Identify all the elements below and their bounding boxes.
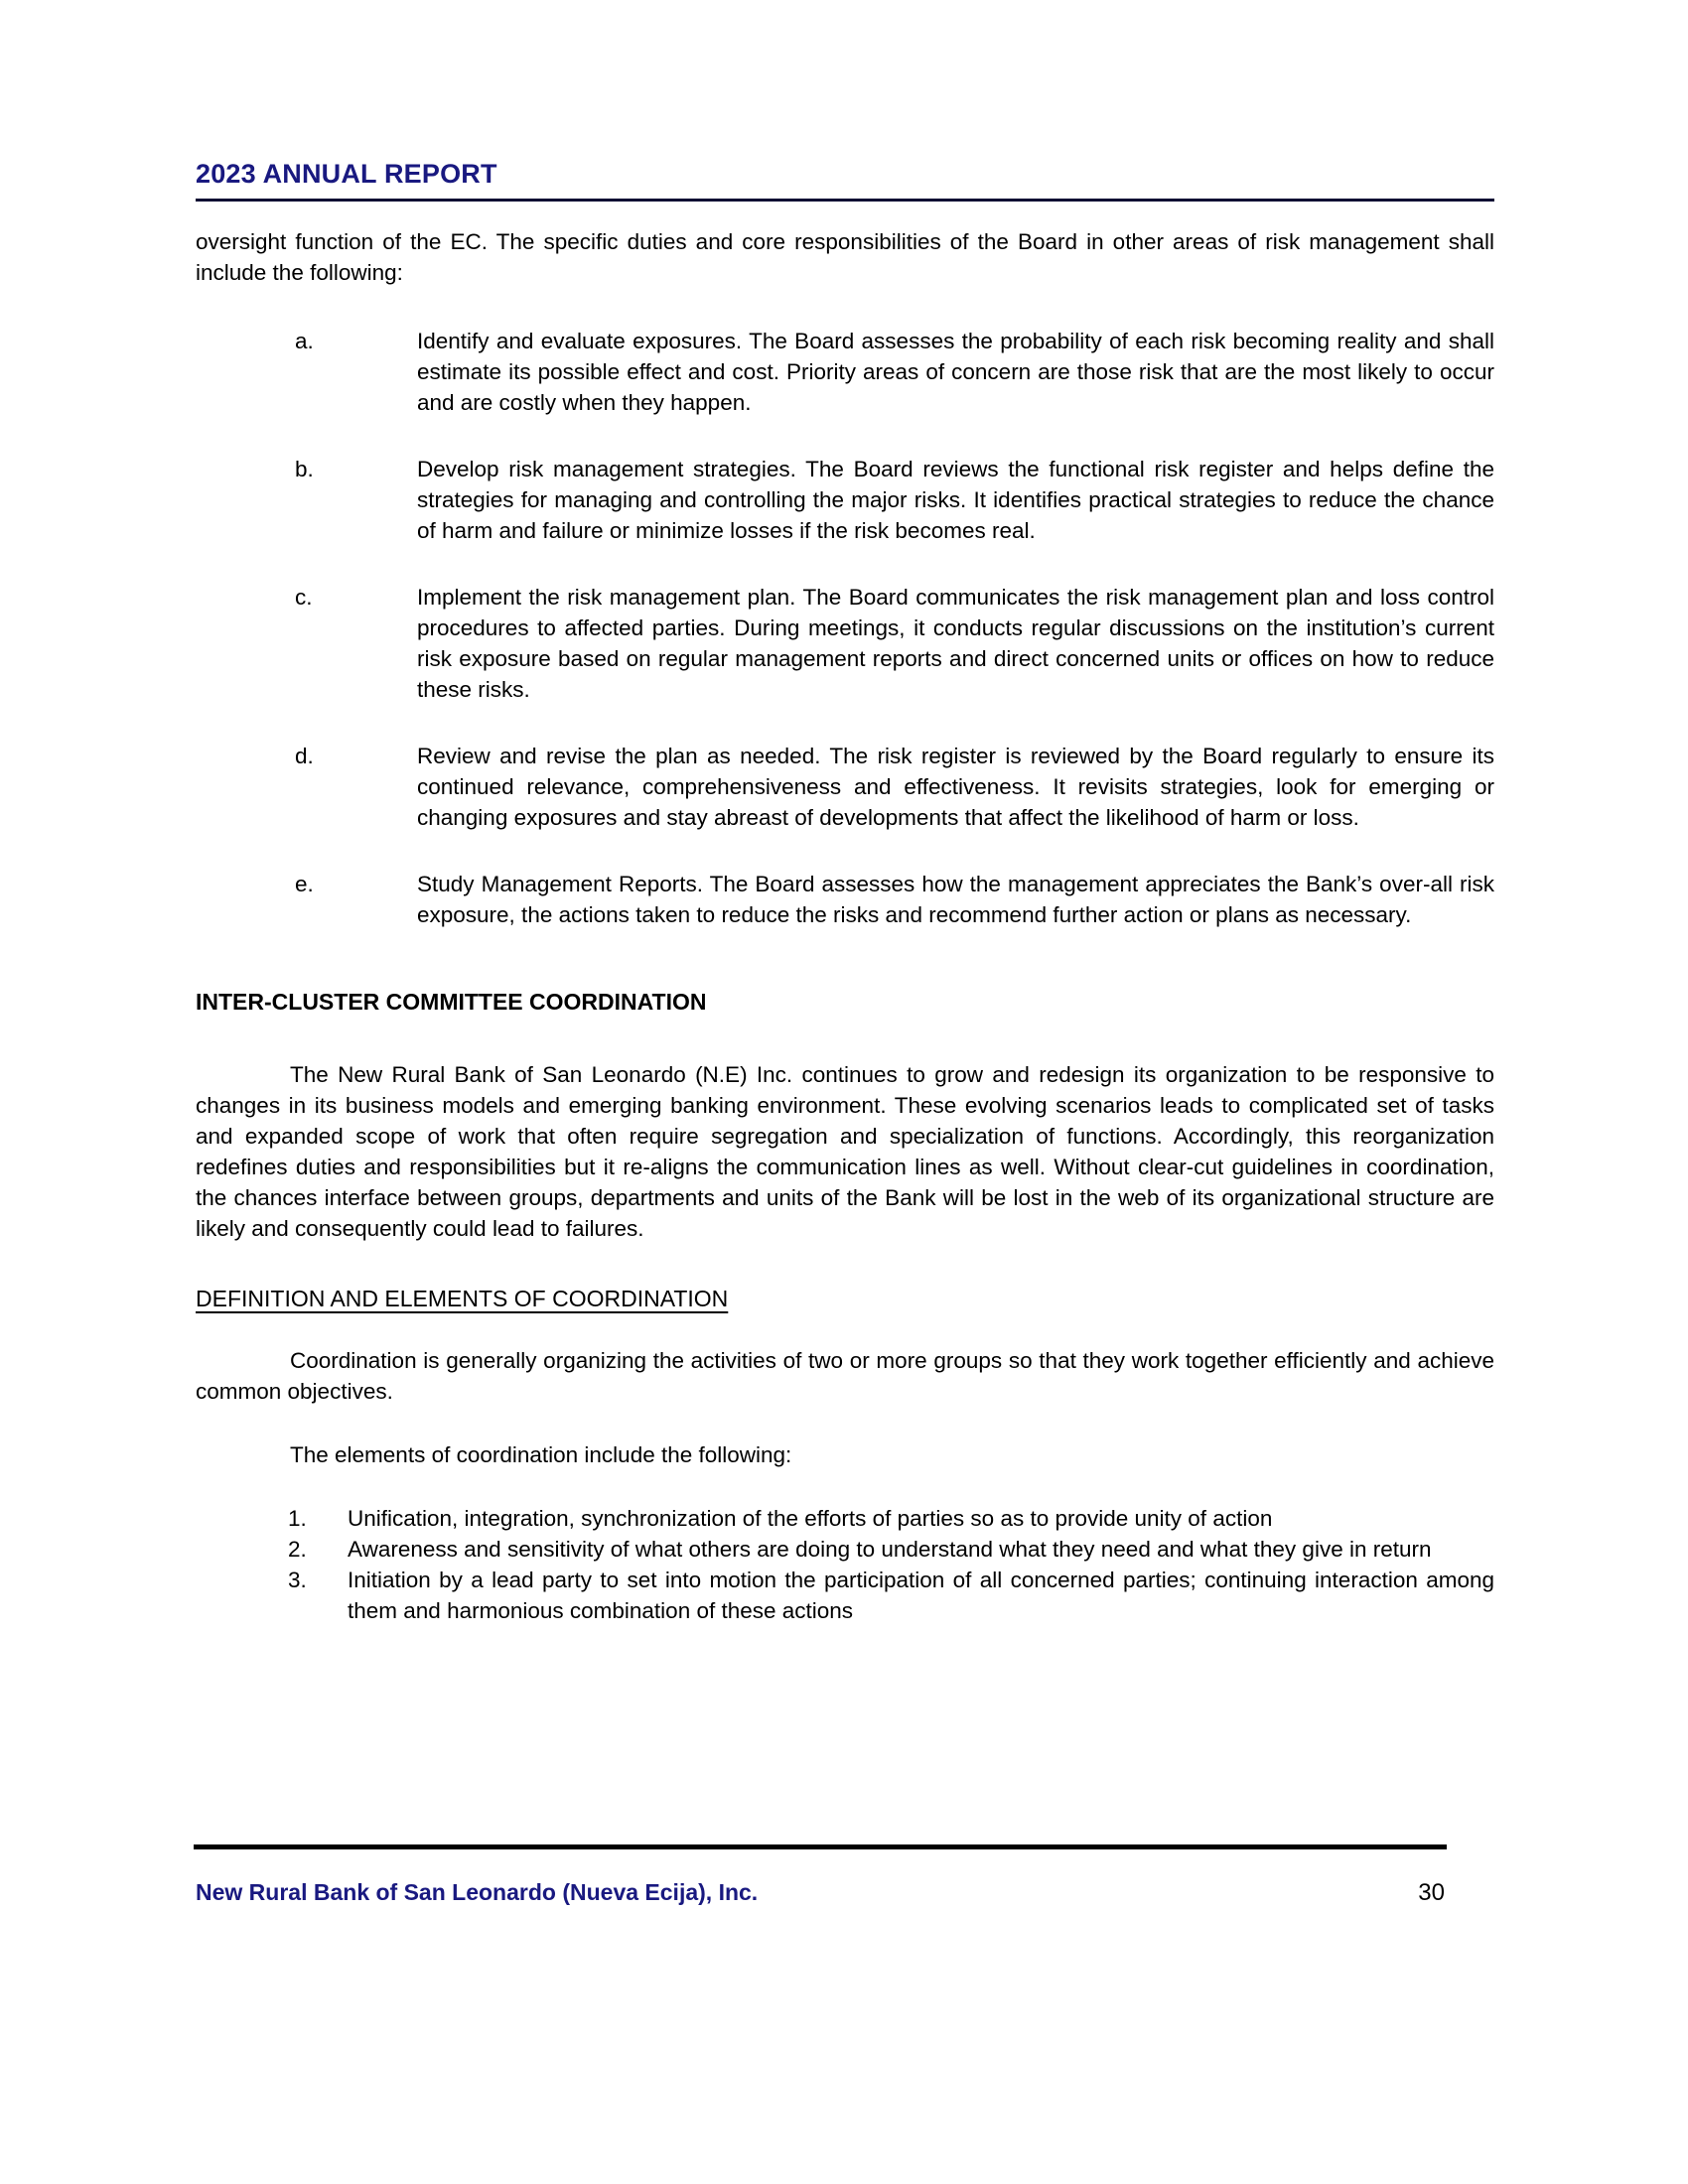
list-item [196,1534,1494,1565]
header-rule [196,199,1494,202]
list-item [196,869,1494,930]
list-item-text: Study Management Reports. The Board assesses how the management appreciates the Bank’s over-all risk exposure, the actions taken to reduce the risks and recommend further action or plans as necessary. [417,872,1494,927]
numbered-list [196,1503,1494,1626]
elements-paragraph-text: The elements of coordination include the following: [290,1442,792,1467]
list-item-number: 3. [288,1568,307,1592]
list-item-text: Implement the risk management plan. The Board communicates the risk management plan and loss control procedures to affected parties. During meetings, it conducts regular discussions on the institution’s current risk exposure based on regular management reports and direct concerned units or offices on how to reduce these risks. [417,585,1494,702]
list-item-label: a. [295,329,314,353]
list-item [196,741,1494,833]
lettered-list [196,326,1494,930]
list-item-text: Identify and evaluate exposures. The Board assesses the probability of each risk becoming reality and shall estimate its possible effect and cost. Priority areas of concern are those risk that are the most likely to occur and are costly when they happen. [417,329,1494,415]
list-item-text: Develop risk management strategies. The Board reviews the functional risk register and helps define the strategies for managing and controlling the major risks. It identifies practical strategies to reduce the chance of harm and failure or minimize losses if the risk becomes real. [417,457,1494,543]
list-item-number: 2. [288,1537,307,1562]
elements-paragraph [196,1439,1494,1470]
list-item [196,454,1494,546]
list-item-label: b. [295,457,314,481]
page-content [196,0,1494,1626]
list-item-label: c. [295,585,313,610]
section-heading-inter-cluster: INTER-CLUSTER COMMITTEE COORDINATION [196,989,707,1015]
inter-cluster-paragraph-text: The New Rural Bank of San Leonardo (N.E) Inc. continues to grow and redesign its organization to be responsive to changes in its business models and emerging banking environment. These evolving scenarios leads to complicated set of tasks and expanded scope of work that often require segregation and specialization of functions. Accordingly, this reorganization redefines duties and responsibilities but it re-aligns the communication lines as well. Without clear-cut guidelines in coordination, the chances interface between groups, departments and units of the Bank will be lost in the web of its organizational structure are likely and consequently could lead to failures. [196,1062,1494,1241]
footer-company-name: New Rural Bank of San Leonardo (Nueva Ecija), Inc. [196,1879,759,1905]
coordination-paragraph [196,1345,1494,1407]
list-item [196,582,1494,705]
intro-paragraph: oversight function of the EC. The specific duties and core responsibilities of the Board in other areas of risk management shall include the following: [196,229,1494,285]
list-item [196,1565,1494,1626]
page-title: 2023 ANNUAL REPORT [196,159,497,189]
list-item-text: Initiation by a lead party to set into motion the participation of all concerned parties; continuing interaction among them and harmonious combination of these actions [348,1568,1494,1623]
list-item-text: Awareness and sensitivity of what others are doing to understand what they need and what they give in return [348,1537,1432,1562]
footer-page-number: 30 [1418,1879,1445,1906]
list-item-number: 1. [288,1506,307,1531]
list-item [196,326,1494,418]
list-item-label: d. [295,744,314,768]
list-item-label: e. [295,872,314,896]
section-heading-definition: DEFINITION AND ELEMENTS OF COORDINATION [196,1286,729,1311]
page-footer [196,1879,1445,1907]
inter-cluster-paragraph [196,1059,1494,1244]
list-item [196,1503,1494,1534]
list-item-text: Review and revise the plan as needed. The risk register is reviewed by the Board regularly to ensure its continued relevance, comprehensiveness and effectiveness. It revisits strategies, look for emerging or changing exposures and stay abreast of developments that affect the likelihood of harm or loss. [417,744,1494,830]
list-item-text: Unification, integration, synchronization of the efforts of parties so as to provide unity of action [348,1506,1273,1531]
footer-rule [194,1844,1447,1849]
coordination-paragraph-text: Coordination is generally organizing the activities of two or more groups so that they work together efficiently and achieve common objectives. [196,1348,1494,1404]
